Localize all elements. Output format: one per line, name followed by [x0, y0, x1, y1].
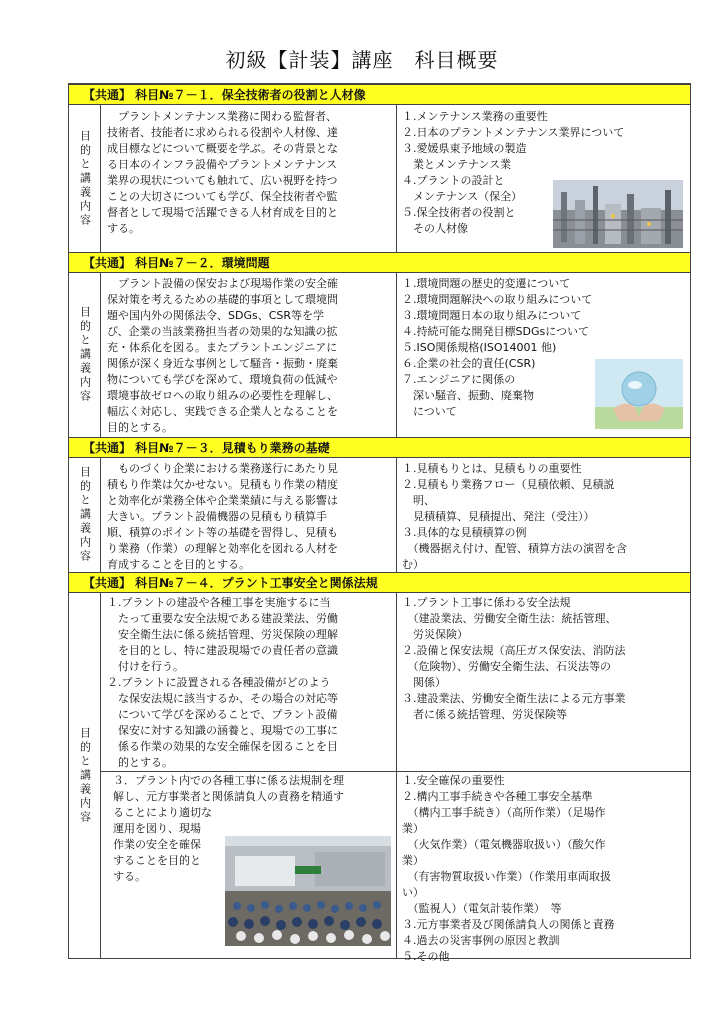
section-2-heading: 【共通】 科目№７－２．環境問題: [69, 252, 690, 273]
section-1-purpose-text: プラントメンテナンス業務に関わる監督者、 技術者、技能者に求められる役割や人材像、達 成目標などについて概要を学ぶ。その背景とな る日本のインフラ設備やプラントメンテナンス 業界の現状についても触れて、広い視野を持つ ことの大切さについても学び、保全技術者や監 督者として現場で活躍できる人材育成を目的と する。: [107, 110, 338, 235]
column-divider: [396, 593, 397, 958]
globe-in-hands-photo: [595, 359, 683, 429]
section-2-side-label: 目的と講義内容: [69, 273, 101, 437]
section-4-purpose-text-b: ３．プラント内での各種工事に係る法規制を理 解し、元方事業者と関係請負人の責務を精通す ることにより適切な 運用を図り、現場 作業の安全を確保 することを目的と する。: [113, 774, 344, 883]
section-3-lecture-list: １.見積もりとは、見積もりの重要性 ２.見積もり業務フロー（見積依頼、見積説 明、 見積積算、見積提出、発注（受注）） ３.具体的な見積積算の例 （機器据え付け、配管、積算方法の演習を含 む）: [402, 462, 628, 571]
section-4-lecture-list-a: １.プラント工事に係わる安全法規 （建設業法、労働安全衛生法：統括管理、 労災保険） ２.設備と保安法規（高圧ガス保安法、消防法 （危険物）、労働安全衛生法、石災法等の 関係） ３.建設業法、労働安全衛生法による元方事業 者に係る統括管理、労災保険等: [402, 596, 626, 721]
section-3-side-label: 目的と講義内容: [69, 458, 101, 572]
column-divider: [396, 273, 397, 437]
section-2-lecture-list: １.環境問題の歴史的変遷について ２.環境問題解決への取り組みについて ３.環境問題日本の取り組みについて ４.持続可能な開発目標SDGsについて ５.ISO関係規格(ISO14001 他) ６.企業の社会的責任(CSR) ７.エンジニアに関係の 深い騒音、振動、廃棄物 について: [402, 277, 593, 418]
section-1-lecture-list: １.メンテナンス業務の重要性 ２.日本のプラントメンテナンス業界について ３.愛媛県東予地域の製造 業とメンテナンス業 ４.プラントの設計と メンテナンス（保全） ５.保全技術者の役割と その人材像: [402, 110, 625, 235]
course-summary-table: [68, 83, 691, 963]
section-4-purpose-text-a: １.プラントの建設や各種工事を実施するに当 たって重要な安全法規である建設業法、労働 安全衛生法に係る統括管理、労災保険の理解 を目的とし、特に建設現場での責任者の意識 付けを行う。 ２.プラントに設置される各種設備がどのよう な保安法規に該当するか、その場合の対応等 について学びを深めることで、プラント設備 保安に対する知識の涵養と、現場での工事に 係る作業の効果的な安全確保を図ることを目 的とする。: [107, 596, 338, 769]
section-3-purpose-text: ものづくり企業における業務遂行にあたり見 積もり作業は欠かせない。見積もり作業の精度 と効率化が業務全体や企業業績に与える影響は 大きい。プラント設備機器の見積もり積算手 順、積算のポイント等の基礎を習得し、見積も り業務（作業）の理解と効率化を図れる人材を 育成することを目的とする。: [107, 462, 338, 571]
column-divider: [396, 458, 397, 572]
section-4-side-label: 目的と講義内容: [69, 593, 101, 958]
page-title: 初級【計装】講座 科目概要: [225, 48, 499, 72]
refinery-plant-photo: [553, 180, 683, 248]
section-4-lecture-list-b: １.安全確保の重要性 ２.構内工事手続きや各種工事安全基準 （構内工事手続き）（高所作業）（足場作 業） （火気作業）（電気機器取扱い）（酸欠作 業） （有害物質取扱い作業）（作業用車両取扱 い） （監視人）（電気計装作業） 等 ３.元方事業者及び関係請負人の関係と責務 ４.過去の災害事例の原因と教訓 ５.その他: [402, 774, 615, 963]
safety-meeting-photo: [225, 836, 391, 946]
column-divider: [396, 105, 397, 252]
section-1-side-label: 目的と講義内容: [69, 105, 101, 252]
section-4-heading: 【共通】 科目№７－４．プラント工事安全と関係法規: [69, 572, 690, 593]
section-2-purpose-text: プラント設備の保安および現場作業の安全確 保対策を考えるための基礎的事項として環境問 題や国内外の関係法令、SDGs、CSR等を学 び、企業の当該業務担当者の効果的な知識の拡 充・体系化を図る。またプラントエンジニアに 関係が深く身近な事例として騒音・振動・廃棄 物についても学びを深めて、環境負荷の低減や 環境事故ゼロへの取り組みの必要性を理解し、 幅広く対応し、実践できる企業人となることを 目的とする。: [107, 277, 338, 434]
row-divider: [101, 771, 690, 772]
section-1-heading: 【共通】 科目№７－１．保全技術者の役割と人材像: [69, 84, 690, 105]
section-3-heading: 【共通】 科目№７－３．見積もり業務の基礎: [69, 437, 690, 458]
